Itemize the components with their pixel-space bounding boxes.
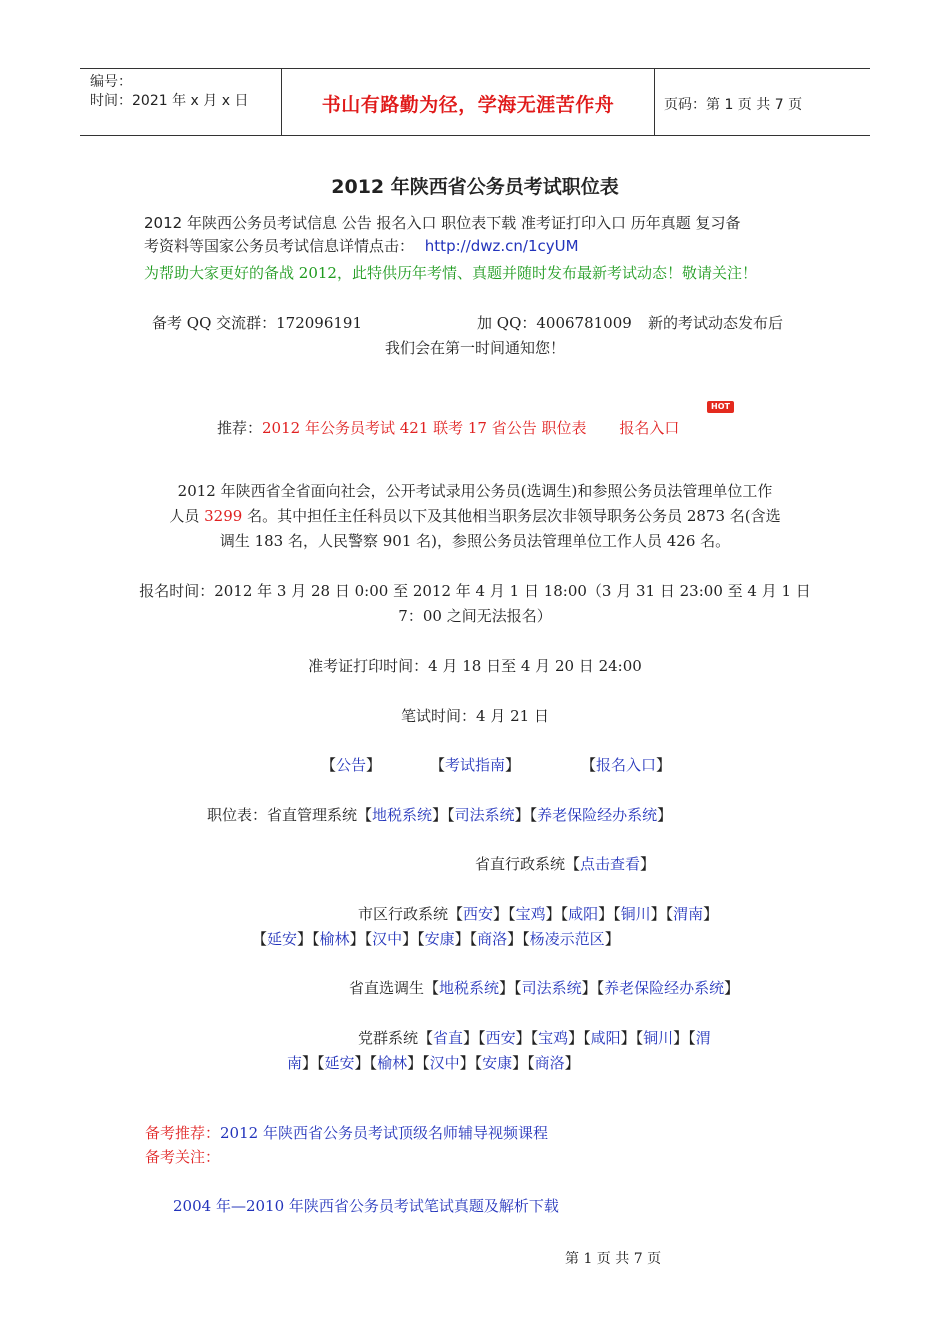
header-top-border xyxy=(80,68,870,69)
admit-card-time: 准考证打印时间：4 月 18 日至 4 月 20 日 24:00 xyxy=(308,657,642,675)
link-provincial-mgmt-tax[interactable]: 地税系统 xyxy=(372,806,433,824)
link-provincial-mgmt-pension[interactable]: 养老保险经办系统 xyxy=(537,806,658,824)
quick-link-signup-label[interactable]: 报名入口 xyxy=(596,756,657,774)
intro-link[interactable]: http://dwz.cn/1cyUM xyxy=(424,237,579,255)
city-admin-label: 市区行政系统 xyxy=(358,905,449,923)
recommend-line xyxy=(217,417,679,438)
qq-news: 新的考试动态发布后 xyxy=(648,314,784,332)
quick-link-announcement[interactable]: 【公告】 xyxy=(321,756,382,774)
link-city-yanan[interactable]: 延安 xyxy=(267,930,298,948)
link-party-baoji[interactable]: 宝鸡 xyxy=(538,1029,569,1047)
quick-link-signup[interactable]: 【报名入口】 xyxy=(581,756,672,774)
prep-recommend-link[interactable]: 2012 年陕西省公务员考试顶级名师辅导视频课程 xyxy=(220,1124,548,1142)
recommend-label: 推荐： xyxy=(217,419,263,437)
header-page-code: 页码：第 1 页 共 7 页 xyxy=(664,97,803,113)
positions-row-city-admin-2: 【延安】【榆林】【汉中】【安康】【商洛】【杨凌示范区】 xyxy=(252,930,620,948)
prep-recommend xyxy=(145,1122,548,1143)
recommend-signup-link[interactable]: 报名入口 xyxy=(619,419,680,437)
signup-time-line-2: 7：00 之间无法报名） xyxy=(398,607,552,625)
header-number-label: 编号： xyxy=(90,74,132,90)
link-city-baoji[interactable]: 宝鸡 xyxy=(515,905,546,923)
intro-line-2-text: 考资料等国家公务员考试信息详情点击： xyxy=(144,237,415,255)
link-city-xianyang[interactable]: 咸阳 xyxy=(568,905,599,923)
quick-link-guide-label[interactable]: 考试指南 xyxy=(445,756,506,774)
summary-line-3: 调生 183 名，人民警察 901 名)，参照公务员法管理单位工作人员 426 名。 xyxy=(219,532,731,550)
page-footer: 第 1 页 共 7 页 xyxy=(565,1251,662,1267)
link-city-weinan[interactable]: 渭南 xyxy=(673,905,704,923)
link-select-justice[interactable]: 司法系统 xyxy=(521,979,582,997)
header-time-label: 时间：2021 年 x 月 x 日 xyxy=(90,93,249,109)
summary-line-2-b: 名。其中担任主任科员以下及其他相当职务层次非领导职务公务员 2873 名(含选 xyxy=(242,507,781,525)
link-party-tongchuan[interactable]: 铜川 xyxy=(643,1029,674,1047)
link-city-yangling[interactable]: 杨凌示范区 xyxy=(529,930,605,948)
header-bottom-border xyxy=(80,135,870,136)
summary-line-2 xyxy=(0,505,950,526)
link-city-shangluo[interactable]: 商洛 xyxy=(477,930,508,948)
positions-row-party-1: 党群系统【省直】【西安】【宝鸡】【咸阳】【铜川】【渭 xyxy=(358,1029,711,1047)
header-divider-right xyxy=(654,68,655,136)
signup-time-line-1: 报名时间：2012 年 3 月 28 日 0:00 至 2012 年 4 月 1 日 18:00（3 月 31 日 23:00 至 4 月 1 日 xyxy=(139,582,811,600)
link-city-tongchuan[interactable]: 铜川 xyxy=(620,905,651,923)
hot-badge: HOT xyxy=(707,401,734,413)
provincial-mgmt-label: 省直管理系统 xyxy=(267,806,358,824)
provincial-admin-label: 省直行政系统 xyxy=(475,855,566,873)
quick-link-announcement-label[interactable]: 公告 xyxy=(336,756,367,774)
exam-time: 笔试时间：4 月 21 日 xyxy=(401,707,549,725)
page-title: 2012 年陕西省公务员考试职位表 xyxy=(331,176,619,198)
party-label: 党群系统 xyxy=(358,1029,419,1047)
link-provincial-mgmt-justice[interactable]: 司法系统 xyxy=(454,806,515,824)
intro-line-2 xyxy=(144,235,579,256)
link-party-weinan-b[interactable]: 南 xyxy=(287,1054,303,1072)
positions-row-provincial-admin: 省直行政系统【点击查看】 xyxy=(475,855,656,873)
link-select-pension[interactable]: 养老保险经办系统 xyxy=(604,979,725,997)
intro-line-1: 2012 年陕西公务员考试信息 公告 报名入口 职位表下载 准考证打印入口 历年真题 复习备 xyxy=(144,214,741,232)
link-city-hanzhong[interactable]: 汉中 xyxy=(372,930,403,948)
prep-download-link[interactable]: 2004 年—2010 年陕西省公务员考试笔试真题及解析下载 xyxy=(173,1197,559,1215)
positions-row-party-2: 南】【延安】【榆林】【汉中】【安康】【商洛】 xyxy=(287,1054,580,1072)
link-select-tax[interactable]: 地税系统 xyxy=(439,979,500,997)
link-party-xian[interactable]: 西安 xyxy=(485,1029,516,1047)
prep-recommend-label: 备考推荐： xyxy=(145,1124,221,1142)
summary-line-2-a: 人员 xyxy=(169,507,205,525)
summary-line-1: 2012 年陕西省全省面向社会，公开考试录用公务员(选调生)和参照公务员法管理单位工作 xyxy=(177,482,773,500)
header-motto: 书山有路勤为径，学海无涯苦作舟 xyxy=(321,94,615,116)
link-city-yulin[interactable]: 榆林 xyxy=(319,930,350,948)
positions-row-provincial-mgmt: 职位表：省直管理系统【地税系统】【司法系统】【养老保险经办系统】 xyxy=(207,806,673,824)
provincial-select-label: 省直选调生 xyxy=(349,979,425,997)
intro-notice: 为帮助大家更好的备战 2012，此特供历年考情、真题并随时发布最新考试动态！敬请关注！ xyxy=(144,264,757,282)
quick-link-guide[interactable]: 【考试指南】 xyxy=(430,756,521,774)
qq-notify: 我们会在第一时间通知您！ xyxy=(384,339,565,357)
link-party-weinan-a[interactable]: 渭 xyxy=(695,1029,711,1047)
link-city-ankang[interactable]: 安康 xyxy=(424,930,455,948)
link-party-xianyang[interactable]: 咸阳 xyxy=(590,1029,621,1047)
qq-add: 加 QQ：4006781009 xyxy=(477,314,632,332)
link-party-yanan[interactable]: 延安 xyxy=(324,1054,355,1072)
link-city-xian[interactable]: 西安 xyxy=(463,905,494,923)
positions-row-city-admin-1: 市区行政系统【西安】【宝鸡】【咸阳】【铜川】【渭南】 xyxy=(358,905,719,923)
link-party-hanzhong[interactable]: 汉中 xyxy=(429,1054,460,1072)
link-party-shangluo[interactable]: 商洛 xyxy=(534,1054,565,1072)
positions-row-provincial-select: 省直选调生【地税系统】【司法系统】【养老保险经办系统】 xyxy=(349,979,740,997)
link-party-provincial[interactable]: 省直 xyxy=(433,1029,464,1047)
prep-follow-label: 备考关注： xyxy=(145,1148,221,1166)
link-provincial-admin-view[interactable]: 点击查看 xyxy=(580,855,641,873)
link-party-yulin[interactable]: 榆林 xyxy=(377,1054,408,1072)
summary-total: 3299 xyxy=(204,507,243,525)
link-party-ankang[interactable]: 安康 xyxy=(482,1054,513,1072)
qq-group: 备考 QQ 交流群：172096191 xyxy=(152,314,363,332)
positions-label: 职位表： xyxy=(207,806,268,824)
recommend-items-link[interactable]: 2012 年公务员考试 421 联考 17 省公告 职位表 xyxy=(262,419,587,437)
